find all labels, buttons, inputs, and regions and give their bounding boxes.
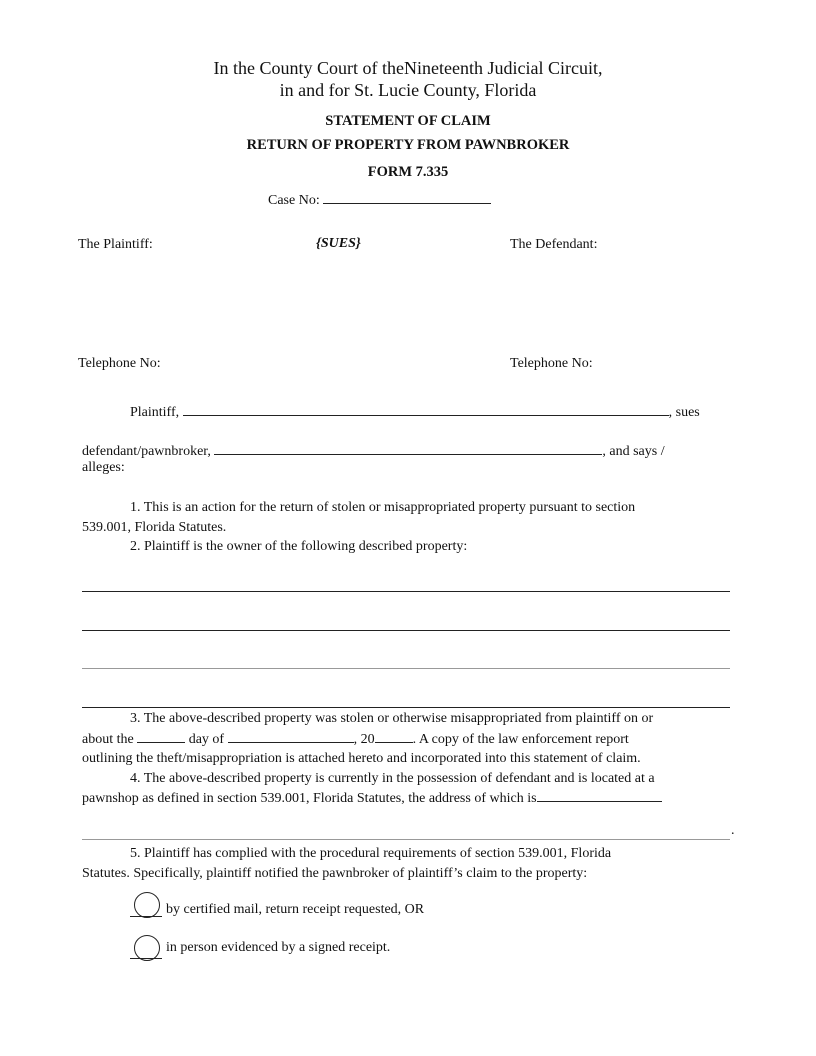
plaintiff-suffix: , sues: [668, 405, 700, 420]
form-number: FORM 7.335: [367, 164, 449, 180]
property-line-1[interactable]: [82, 591, 730, 592]
paragraph-3-line-3: outlining the theft/misappropriation is attached hereto and incorporated into this statement of claim.: [82, 751, 641, 766]
option-certified-mail-checkbox[interactable]: [134, 892, 160, 918]
paragraph-3: [82, 709, 732, 809]
address-period: .: [731, 823, 735, 838]
paragraph-1-line-2: 539.001, Florida Statutes.: [82, 519, 227, 535]
case-number-field[interactable]: [323, 190, 491, 204]
option-certified-mail-underline: [130, 916, 162, 917]
paragraph-1: [82, 498, 732, 557]
paragraph-3-about: about the: [82, 731, 134, 747]
alleges-text: alleges:: [82, 460, 125, 475]
case-number-row: [268, 190, 491, 209]
case-number-label: Case No:: [268, 193, 320, 208]
property-line-4[interactable]: [82, 707, 730, 708]
property-line-3[interactable]: [82, 668, 730, 669]
paragraph-5: [82, 844, 732, 883]
defendant-name-row: [82, 441, 665, 460]
pawnshop-address-line-2[interactable]: [82, 839, 730, 840]
defendant-prefix: defendant/pawnbroker,: [82, 444, 211, 459]
plaintiff-prefix: Plaintiff,: [130, 405, 180, 420]
property-line-2[interactable]: [82, 630, 730, 631]
option-in-person-underline: [130, 958, 162, 959]
title-return: RETURN OF PROPERTY FROM PAWNBROKER: [246, 137, 570, 153]
paragraph-2: 2. Plaintiff is the owner of the following described property:: [130, 539, 468, 554]
court-line-2: in and for St. Lucie County, Florida: [279, 80, 537, 100]
day-field[interactable]: [137, 729, 185, 743]
paragraph-3-report: . A copy of the law enforcement report: [412, 731, 629, 747]
plaintiff-name-field[interactable]: [183, 402, 669, 416]
paragraph-3-line-1: 3. The above-described property was stolen or otherwise misappropriated from plaintiff on or: [130, 711, 654, 726]
paragraph-5-line-2: Statutes. Specifically, plaintiff notified the pawnbroker of plaintiff’s claim to the property:: [82, 865, 588, 881]
paragraph-3-dayof: day of: [188, 731, 225, 747]
court-line-1: In the County Court of theNineteenth Judicial Circuit,: [213, 58, 603, 78]
paragraph-4-line-1: 4. The above-described property is currently in the possession of defendant and is located at a: [130, 770, 655, 786]
plaintiff-phone-label: Telephone No:: [78, 356, 161, 371]
pawnshop-address-field[interactable]: [537, 788, 662, 802]
defendant-phone-label: Telephone No:: [510, 356, 593, 371]
defendant-label: The Defendant:: [510, 237, 598, 252]
month-field[interactable]: [228, 729, 354, 743]
plaintiff-label: The Plaintiff:: [78, 237, 153, 252]
plaintiff-name-row: [130, 402, 700, 421]
paragraph-3-year-prefix: , 20: [353, 731, 375, 747]
defendant-name-field[interactable]: [214, 441, 602, 455]
paragraph-4-line-2: pawnshop as defined in section 539.001, Florida Statutes, the address of which is: [82, 791, 537, 806]
option-certified-mail-label: by certified mail, return receipt requested, OR: [166, 902, 425, 917]
sues-label: {SUES}: [316, 236, 361, 251]
option-in-person-label: in person evidenced by a signed receipt.: [166, 940, 391, 955]
year-field[interactable]: [375, 729, 413, 743]
title-statement: STATEMENT OF CLAIM: [325, 113, 491, 129]
paragraph-5-line-1: 5. Plaintiff has complied with the procedural requirements of section 539.001, Florida: [130, 846, 612, 861]
paragraph-1-line-1: 1. This is an action for the return of stolen or misappropriated property pursuant to section: [130, 500, 636, 515]
defendant-suffix: , and says /: [602, 444, 665, 459]
